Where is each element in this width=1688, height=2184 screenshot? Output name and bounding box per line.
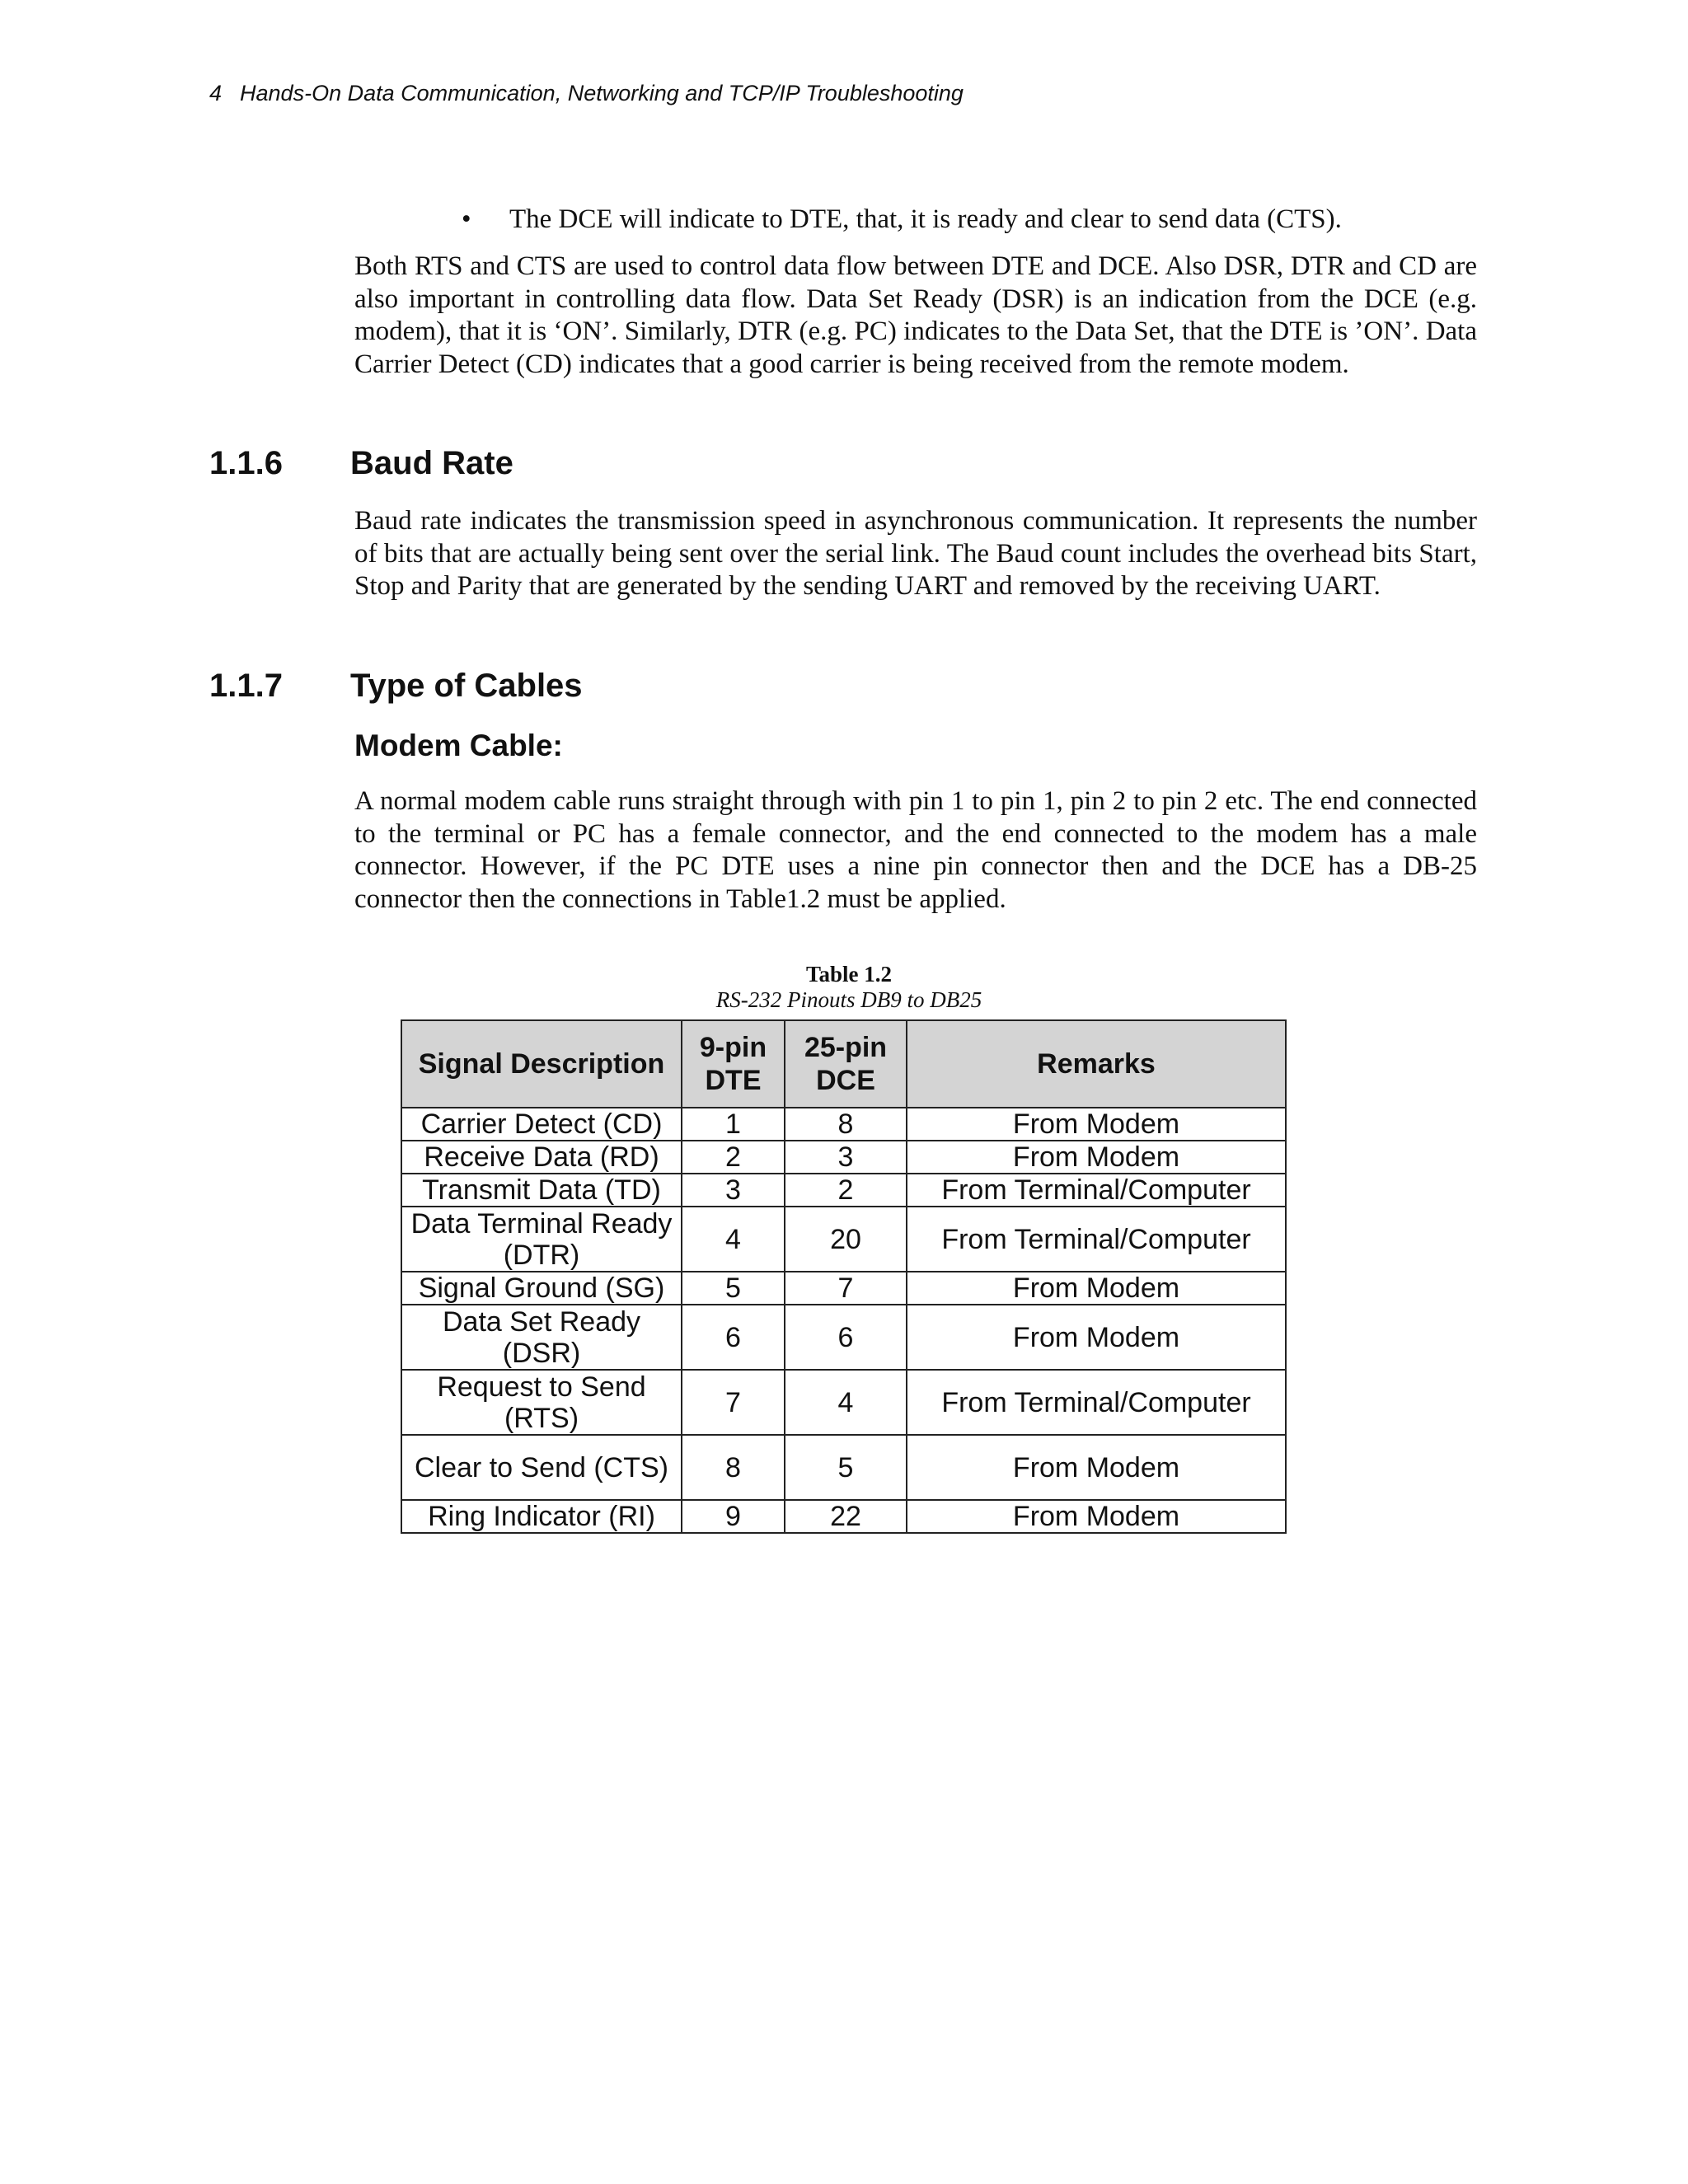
dte-pin-cell: 1: [682, 1108, 785, 1141]
paragraph-flow-control: Both RTS and CTS are used to control data flow between DTE and DCE. Also DSR, DTR and CD are also important in controlling data flow. Data Set Ready (DSR) is an indication from the DCE (e.g. modem), that it is ‘ON’. Similarly, DTR (e.g. PC) indicates to the Data Set, that the DTE is ’ON’. Data Carrier Detect (CD) indicates that a good carrier is being received from the remote modem.: [354, 251, 1477, 379]
dce-pin-cell: 2: [785, 1174, 907, 1207]
table-row: [401, 1272, 1286, 1305]
page-number: 4: [209, 81, 223, 105]
column-header: Remarks: [907, 1020, 1286, 1108]
paragraph-modem-cable-block: [354, 785, 1477, 916]
dte-pin-cell: 3: [682, 1174, 785, 1207]
section-number: 1.1.6: [209, 445, 283, 481]
signal-description-cell: Ring Indicator (RI): [401, 1500, 682, 1533]
paragraph-baud-rate: Baud rate indicates the transmission speed in asynchronous communication. It represents the number of bits that are actually being sent over the serial link. The Baud count includes the overhead bits Start, Stop and Parity that are generated by the sending UART and removed by the receiving UART.: [354, 506, 1477, 601]
remarks-cell: From Modem: [907, 1272, 1286, 1305]
dte-pin-cell: 7: [682, 1370, 785, 1435]
section-number: 1.1.7: [209, 668, 283, 704]
dce-pin-cell: 4: [785, 1370, 907, 1435]
dce-pin-cell: 6: [785, 1305, 907, 1370]
paragraph-modem-cable: A normal modem cable runs straight through with pin 1 to pin 1, pin 2 to pin 2 etc. The end connected to the terminal or PC has a female connector, and the end connected to the modem has a male connector. However, if the PC DTE uses a nine pin connector then and the DCE has a DB-25 connector then the connections in Table1.2 must be applied.: [354, 786, 1477, 914]
table-row: [401, 1207, 1286, 1272]
remarks-cell: From Terminal/Computer: [907, 1174, 1286, 1207]
signal-description-cell: Receive Data (RD): [401, 1141, 682, 1174]
signal-description-cell: Transmit Data (TD): [401, 1174, 682, 1207]
pinout-table: [401, 1019, 1287, 1534]
signal-description-cell: Clear to Send (CTS): [401, 1435, 682, 1500]
bullet-item: [462, 204, 1477, 237]
section-title: Baud Rate: [350, 445, 513, 481]
table-caption: RS-232 Pinouts DB9 to DB25: [715, 987, 982, 1012]
signal-description-cell: Request to Send (RTS): [401, 1370, 682, 1435]
dte-pin-cell: 8: [682, 1435, 785, 1500]
dce-pin-cell: 20: [785, 1207, 907, 1272]
running-header: [209, 81, 964, 106]
table-row: [401, 1500, 1286, 1533]
bullet-text: The DCE will indicate to DTE, that, it is ready and clear to send data (CTS).: [509, 204, 1342, 234]
table-row: [401, 1435, 1286, 1500]
dte-pin-cell: 4: [682, 1207, 785, 1272]
table-row: [401, 1141, 1286, 1174]
paragraph-baud-block: [354, 505, 1477, 603]
dce-pin-cell: 8: [785, 1108, 907, 1141]
signal-description-cell: Signal Ground (SG): [401, 1272, 682, 1305]
remarks-cell: From Modem: [907, 1305, 1286, 1370]
remarks-cell: From Terminal/Computer: [907, 1207, 1286, 1272]
dte-pin-cell: 5: [682, 1272, 785, 1305]
table-label: Table 1.2: [805, 962, 893, 987]
remarks-cell: From Modem: [907, 1500, 1286, 1533]
dte-pin-cell: 9: [682, 1500, 785, 1533]
bullet-symbol: •: [462, 204, 471, 234]
dce-pin-cell: 3: [785, 1141, 907, 1174]
table-row: [401, 1370, 1286, 1435]
remarks-cell: From Modem: [907, 1141, 1286, 1174]
signal-description-cell: Carrier Detect (CD): [401, 1108, 682, 1141]
dce-pin-cell: 5: [785, 1435, 907, 1500]
dte-pin-cell: 2: [682, 1141, 785, 1174]
remarks-cell: From Modem: [907, 1435, 1286, 1500]
remarks-cell: From Terminal/Computer: [907, 1370, 1286, 1435]
book-title: Hands-On Data Communication, Networking and TCP/IP Troubleshooting: [240, 81, 964, 105]
column-header: Signal Description: [401, 1020, 682, 1108]
dce-pin-cell: 7: [785, 1272, 907, 1305]
column-header: 9-pin DTE: [682, 1020, 785, 1108]
signal-description-cell: Data Terminal Ready (DTR): [401, 1207, 682, 1272]
section-title: Type of Cables: [350, 668, 583, 704]
subheading-modem-cable: Modem Cable:: [354, 729, 563, 762]
table-header-row: [401, 1020, 1286, 1108]
column-header: 25-pin DCE: [785, 1020, 907, 1108]
remarks-cell: From Modem: [907, 1108, 1286, 1141]
table-row: [401, 1108, 1286, 1141]
paragraph-flow-control-block: [354, 251, 1477, 381]
table-row: [401, 1305, 1286, 1370]
table-row: [401, 1174, 1286, 1207]
dce-pin-cell: 22: [785, 1500, 907, 1533]
dte-pin-cell: 6: [682, 1305, 785, 1370]
signal-description-cell: Data Set Ready (DSR): [401, 1305, 682, 1370]
